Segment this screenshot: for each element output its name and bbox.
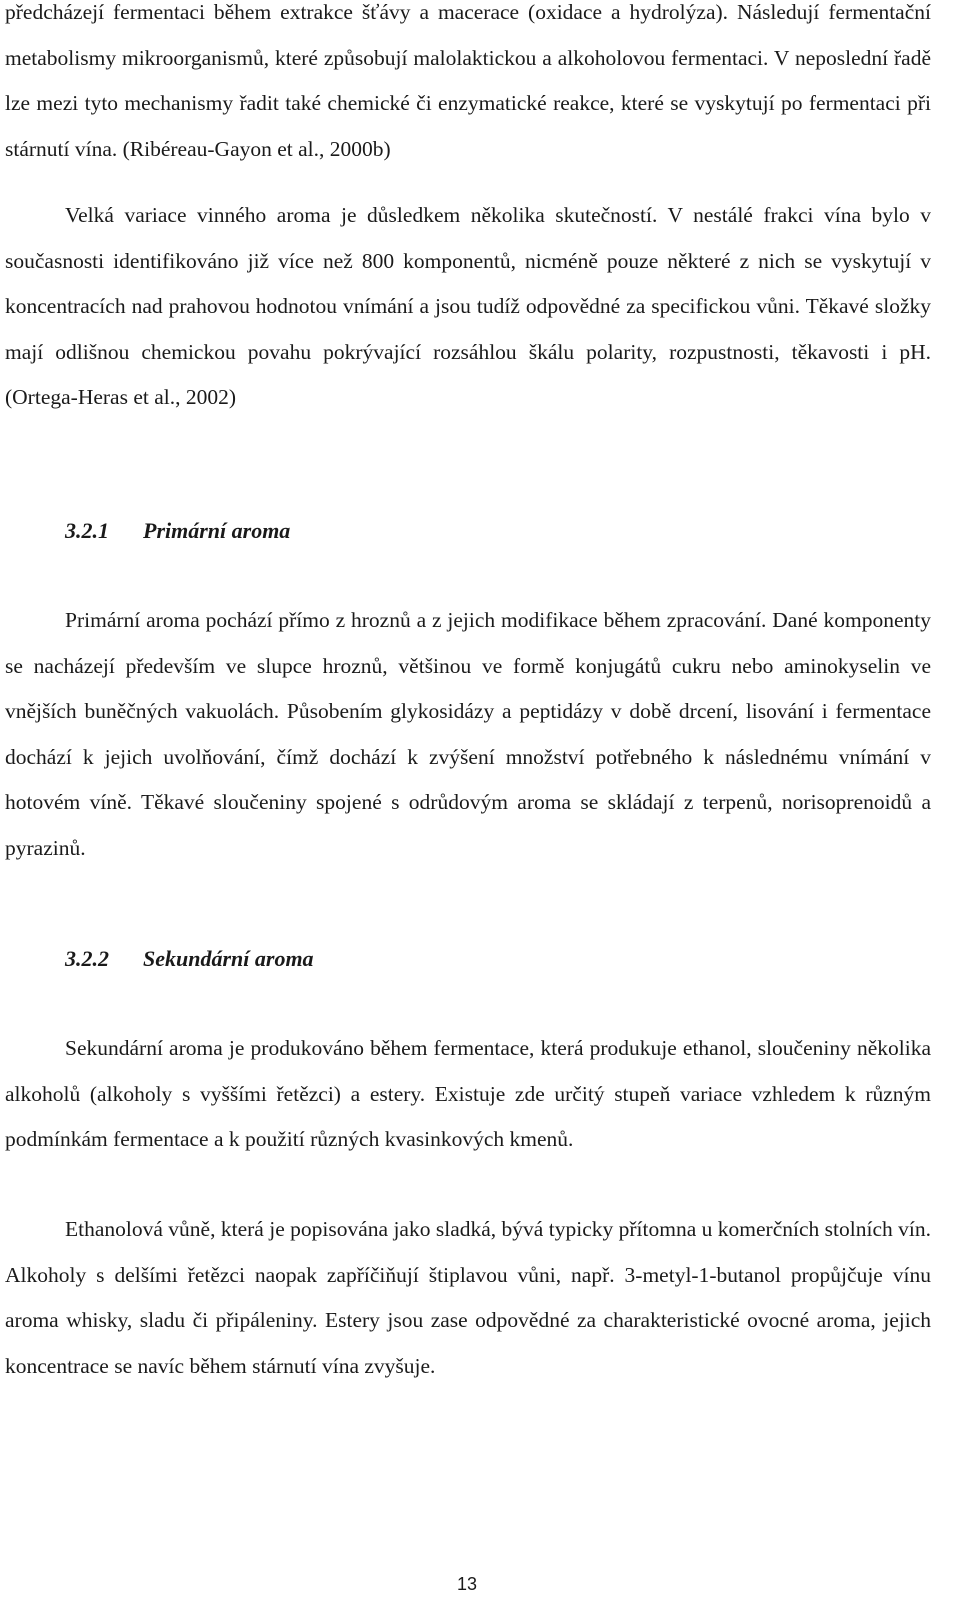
section-number: 3.2.2 [65,946,109,971]
section-heading-primary-aroma [5,508,931,553]
secondary-aroma-paragraph-2: Ethanolová vůně, která je popisována jako sladká, bývá typicky přítomna u komerčních stolních vín. Alkoholy s delšími řetězci naopak zapříčiňují štiplavou vůni, např. 3-metyl-1-butanol propůjčuje vínu aroma whisky, sladu či připáleniny. Estery jsou zase odpovědné za charakteristické ovocné aroma, jejich koncentrace se navíc během stárnutí vína zvyšuje. [5,1217,931,1378]
secondary-aroma-paragraph-1: Sekundární aroma je produkováno během fermentace, která produkuje ethanol, sloučeniny několika alkoholů (alkoholy s vyššími řetězci) a estery. Existuje zde určitý stupeň variace vzhledem k různým podmínkám fermentace a k použití různých kvasinkových kmenů. [5,1036,931,1151]
section-heading-secondary-aroma [5,936,931,981]
intro-paragraph-1: předcházejí fermentaci během extrakce šťávy a macerace (oxidace a hydrolýza). Následují fermentační metabolismy mikroorganismů, které způsobují malolaktickou a alkoholovou fermentaci. V neposlední řadě lze mezi tyto mechanismy řadit také chemické či enzymatické reakce, které se vyskytují po fermentaci při stárnutí vína. (Ribéreau-Gayon et al., 2000b) [5,0,931,161]
primary-aroma-paragraph: Primární aroma pochází přímo z hroznů a z jejich modifikace během zpracování. Dané komponenty se nacházejí především ve slupce hroznů, většinou ve formě konjugátů cukru nebo aminokyselin ve vnějších buněčných vakuolách. Působením glykosidázy a peptidázy v době drcení, lisování i fermentace dochází k jejich uvolňování, čímž dochází k zvýšení množství potřebného k následnému vnímání v hotovém víně. Těkavé sloučeniny spojené s odrůdovým aroma se skládají z terpenů, norisoprenoidů a pyrazinů. [5,608,931,860]
section-number: 3.2.1 [65,518,109,543]
intro-paragraph-2: Velká variace vinného aroma je důsledkem několika skutečností. V nestálé frakci vína bylo v současnosti identifikováno již více než 800 komponentů, nicméně pouze některé z nich se vyskytují v koncentracích nad prahovou hodnotou vnímání a jsou tudíž odpovědné za specifickou vůni. Těkavé složky mají odlišnou chemickou povahu pokrývající rozsáhlou škálu polarity, rozpustnosti, těkavosti i pH. (Ortega-Heras et al., 2002) [5,203,931,409]
page-number: 13 [456,1574,478,1594]
section-title: Primární aroma [143,518,291,543]
section-title: Sekundární aroma [143,946,314,971]
